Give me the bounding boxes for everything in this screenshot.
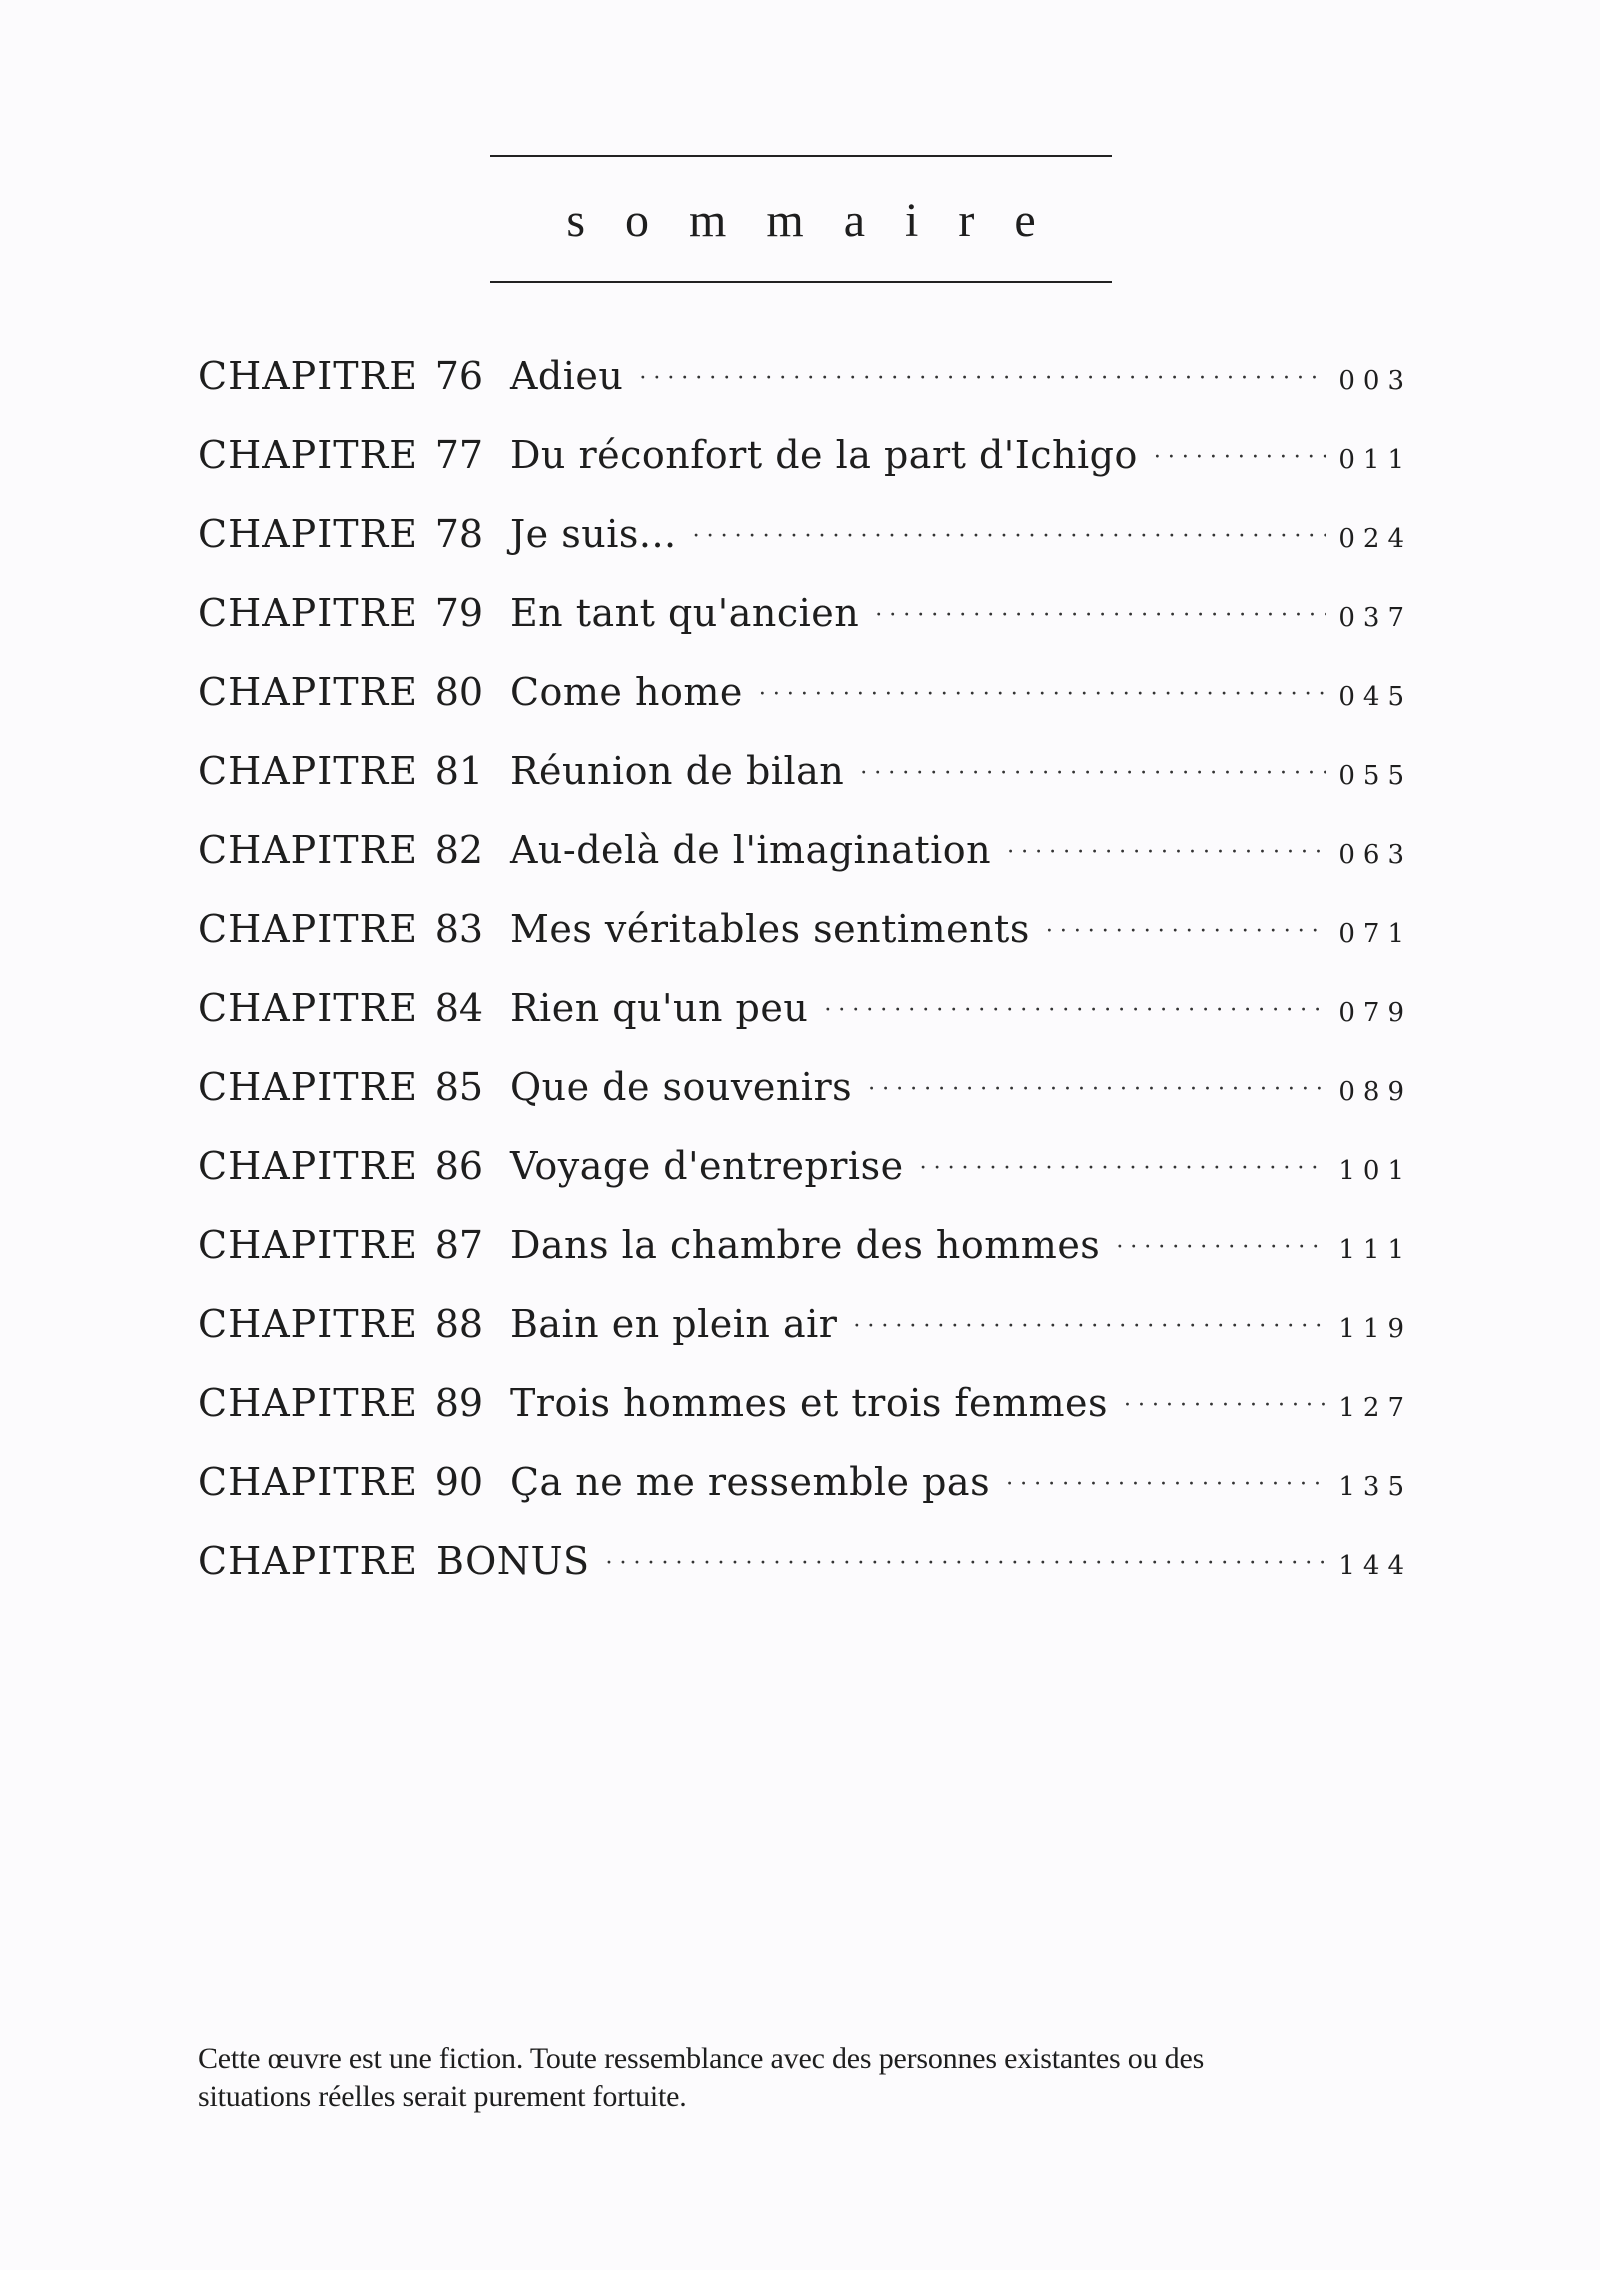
page-number: 024 bbox=[1338, 524, 1412, 554]
disclaimer-line: Cette œuvre est une fiction. Toute ressemblance avec des personnes existantes ou des bbox=[198, 2042, 1205, 2075]
dot-leader bbox=[606, 1532, 1327, 1596]
page-title: sommaire bbox=[566, 194, 1076, 247]
page-number: 063 bbox=[1338, 840, 1412, 870]
chapter-number: 79 bbox=[434, 591, 484, 635]
dot-leader bbox=[1154, 426, 1326, 490]
chapter-label: CHAPITRE bbox=[198, 749, 418, 793]
chapter-title: Réunion de bilan bbox=[509, 749, 845, 793]
toc-entry bbox=[198, 423, 1412, 502]
dot-leader bbox=[1007, 821, 1326, 885]
page-number: 101 bbox=[1338, 1156, 1412, 1186]
chapter-title: Que de souvenirs bbox=[509, 1065, 853, 1109]
toc-entry bbox=[198, 502, 1412, 581]
chapter-title: Ça ne me ressemble pas bbox=[509, 1460, 991, 1504]
dot-leader bbox=[1116, 1216, 1326, 1280]
chapter-label: CHAPITRE bbox=[198, 828, 418, 872]
chapter-label: CHAPITRE bbox=[198, 512, 418, 556]
chapter-number: 88 bbox=[434, 1302, 484, 1346]
toc-entry bbox=[198, 1450, 1412, 1529]
chapter-title: Je suis... bbox=[509, 512, 677, 556]
toc-entry bbox=[198, 344, 1412, 423]
chapter-number: 81 bbox=[434, 749, 484, 793]
chapter-label: CHAPITRE bbox=[198, 1144, 418, 1188]
chapter-label: CHAPITRE bbox=[198, 1381, 418, 1425]
chapter-number: 86 bbox=[434, 1144, 484, 1188]
page-number: 079 bbox=[1338, 998, 1412, 1028]
dot-leader bbox=[1124, 1374, 1326, 1438]
dot-leader bbox=[860, 742, 1326, 806]
chapter-title: Trois hommes et trois femmes bbox=[509, 1381, 1109, 1425]
page-number: 037 bbox=[1338, 603, 1412, 633]
page-number: 144 bbox=[1338, 1551, 1412, 1581]
chapter-number: 89 bbox=[434, 1381, 484, 1425]
chapter-title: Au-delà de l'imagination bbox=[509, 828, 992, 872]
chapter-label: CHAPITRE bbox=[198, 354, 418, 398]
toc-entry bbox=[198, 1371, 1412, 1450]
page-number: 045 bbox=[1338, 682, 1412, 712]
chapter-number: 85 bbox=[434, 1065, 484, 1109]
page-number: 089 bbox=[1338, 1077, 1412, 1107]
page-number: 127 bbox=[1338, 1393, 1412, 1423]
toc-entry bbox=[198, 1055, 1412, 1134]
toc-entry bbox=[198, 660, 1412, 739]
fiction-disclaimer bbox=[198, 2040, 1378, 2116]
chapter-number: 84 bbox=[434, 986, 484, 1030]
chapter-label: CHAPITRE bbox=[198, 433, 418, 477]
toc-entry bbox=[198, 739, 1412, 818]
page-number: 055 bbox=[1338, 761, 1412, 791]
disclaimer-line: situations réelles serait purement fortuite. bbox=[198, 2080, 687, 2113]
chapter-label: CHAPITRE bbox=[198, 1223, 418, 1267]
toc-entry bbox=[198, 897, 1412, 976]
toc-entry bbox=[198, 581, 1412, 660]
chapter-title: Dans la chambre des hommes bbox=[509, 1223, 1101, 1267]
page-number: 003 bbox=[1338, 366, 1412, 396]
chapter-number: 77 bbox=[434, 433, 484, 477]
title-block bbox=[490, 155, 1112, 283]
chapter-number: 78 bbox=[434, 512, 484, 556]
chapter-number: 76 bbox=[434, 354, 484, 398]
chapter-label: CHAPITRE bbox=[198, 1460, 418, 1504]
dot-leader bbox=[875, 584, 1326, 648]
page-number: 119 bbox=[1338, 1314, 1412, 1344]
chapter-number: 82 bbox=[434, 828, 484, 872]
page-number: 071 bbox=[1338, 919, 1412, 949]
toc-entry-bonus bbox=[198, 1529, 1412, 1608]
toc-entry bbox=[198, 1134, 1412, 1213]
dot-leader bbox=[920, 1137, 1327, 1201]
chapter-title: Voyage d'entreprise bbox=[509, 1144, 904, 1188]
chapter-number: 83 bbox=[434, 907, 484, 951]
chapter-label: CHAPITRE bbox=[198, 986, 418, 1030]
chapter-label: CHAPITRE bbox=[198, 907, 418, 951]
dot-leader bbox=[693, 505, 1327, 569]
chapter-label: CHAPITRE bbox=[198, 591, 418, 635]
page-number: 135 bbox=[1338, 1472, 1412, 1502]
toc-entry bbox=[198, 1213, 1412, 1292]
chapter-number: 80 bbox=[434, 670, 484, 714]
dot-leader bbox=[868, 1058, 1326, 1122]
dot-leader bbox=[1006, 1453, 1326, 1517]
dot-leader bbox=[759, 663, 1326, 727]
chapter-title: Mes véritables sentiments bbox=[509, 907, 1030, 951]
page-number: 111 bbox=[1338, 1235, 1412, 1265]
chapter-label: CHAPITRE bbox=[198, 670, 418, 714]
chapter-label: CHAPITRE bbox=[198, 1539, 418, 1583]
toc-entry bbox=[198, 976, 1412, 1055]
dot-leader bbox=[1046, 900, 1327, 964]
chapter-title: Adieu bbox=[509, 354, 624, 398]
chapter-title: En tant qu'ancien bbox=[509, 591, 860, 635]
chapter-number: 87 bbox=[434, 1223, 484, 1267]
chapter-title: Come home bbox=[509, 670, 743, 714]
toc-entry bbox=[198, 1292, 1412, 1371]
chapter-title: Du réconfort de la part d'Ichigo bbox=[509, 433, 1138, 477]
chapter-number: 90 bbox=[434, 1460, 484, 1504]
toc-entry bbox=[198, 818, 1412, 897]
chapter-title: Rien qu'un peu bbox=[509, 986, 809, 1030]
table-of-contents bbox=[198, 344, 1412, 1608]
dot-leader bbox=[853, 1295, 1326, 1359]
chapter-label: CHAPITRE bbox=[198, 1302, 418, 1346]
page-number: 011 bbox=[1338, 445, 1412, 475]
chapter-title: BONUS bbox=[435, 1539, 590, 1583]
dot-leader bbox=[824, 979, 1326, 1043]
chapter-title: Bain en plein air bbox=[509, 1302, 838, 1346]
dot-leader bbox=[639, 347, 1326, 411]
chapter-label: CHAPITRE bbox=[198, 1065, 418, 1109]
